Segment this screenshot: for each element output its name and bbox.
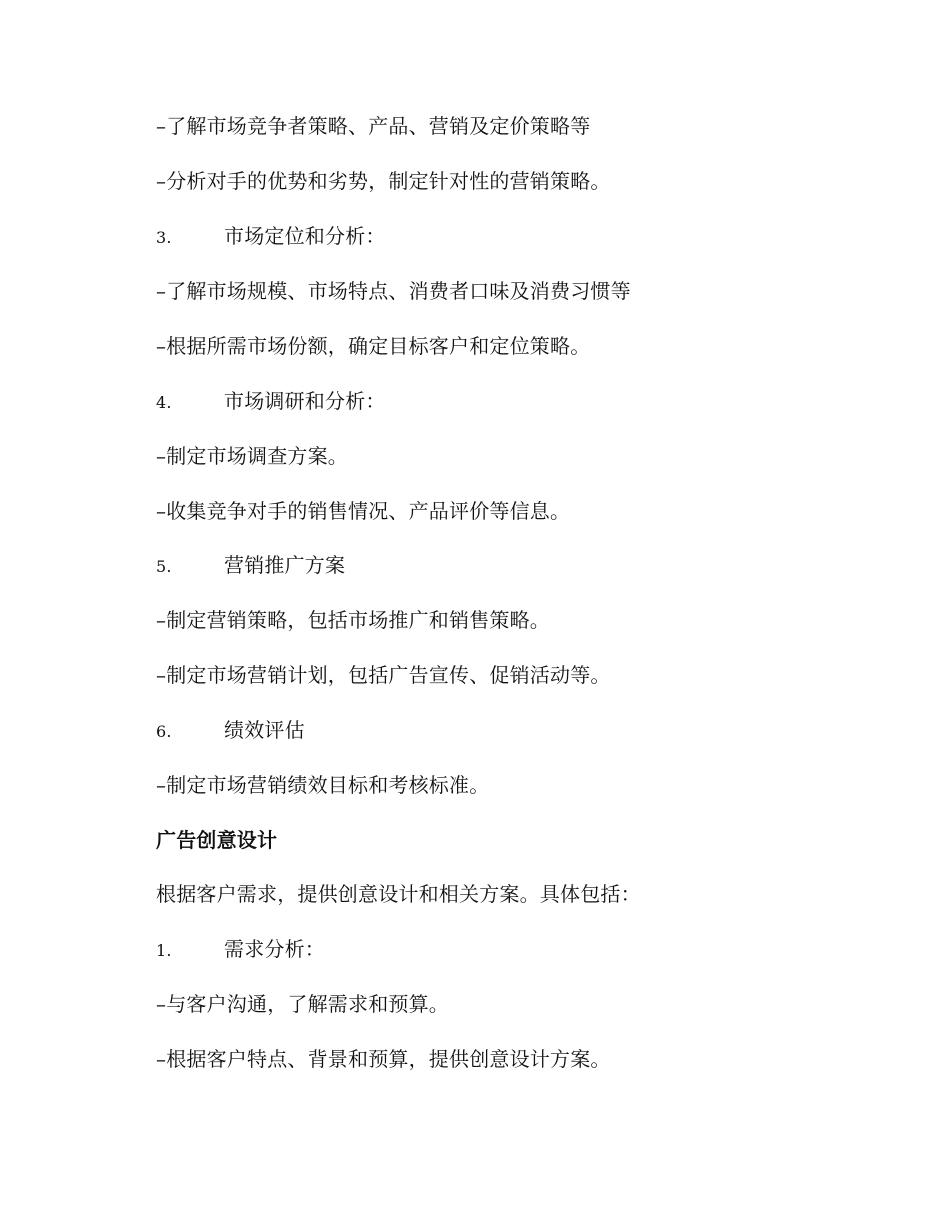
numbered-item: [156, 389, 386, 415]
bullet-line: –分析对手的优势和劣势，制定针对性的营销策略。: [156, 169, 611, 193]
item-title: 需求分析：: [224, 937, 325, 961]
bullet-line: –根据所需市场份额，确定目标客户和定位策略。: [156, 334, 591, 358]
bullet-line: –制定市场调查方案。: [156, 444, 348, 468]
bullet-line: –根据客户特点、背景和预算，提供创意设计方案。: [156, 1047, 611, 1071]
numbered-item: [156, 553, 345, 579]
item-number: 5.: [156, 557, 172, 576]
item-number: 6.: [156, 722, 172, 741]
item-number: 1.: [156, 941, 172, 960]
bullet-line: –了解市场竞争者策略、产品、营销及定价策略等: [156, 114, 591, 138]
item-title: 绩效评估: [224, 718, 305, 742]
numbered-item: [156, 937, 325, 963]
section-heading: 广告创意设计: [156, 828, 278, 852]
item-title: 市场定位和分析：: [224, 224, 386, 248]
item-number: 3.: [156, 228, 172, 247]
item-title: 营销推广方案: [224, 553, 346, 577]
bullet-line: –收集竞争对手的销售情况、产品评价等信息。: [156, 499, 571, 523]
bullet-line: –制定营销策略，包括市场推广和销售策略。: [156, 608, 550, 632]
numbered-item: [156, 224, 386, 250]
bullet-line: –与客户沟通，了解需求和预算。: [156, 992, 449, 1016]
numbered-item: [156, 718, 305, 744]
bullet-line: –制定市场营销绩效目标和考核标准。: [156, 773, 490, 797]
bullet-line: –制定市场营销计划，包括广告宣传、促销活动等。: [156, 663, 611, 687]
paragraph: 根据客户需求，提供创意设计和相关方案。具体包括：: [156, 882, 641, 906]
item-number: 4.: [156, 393, 172, 412]
item-title: 市场调研和分析：: [224, 389, 386, 413]
bullet-line: –了解市场规模、市场特点、消费者口味及消费习惯等: [156, 279, 631, 303]
